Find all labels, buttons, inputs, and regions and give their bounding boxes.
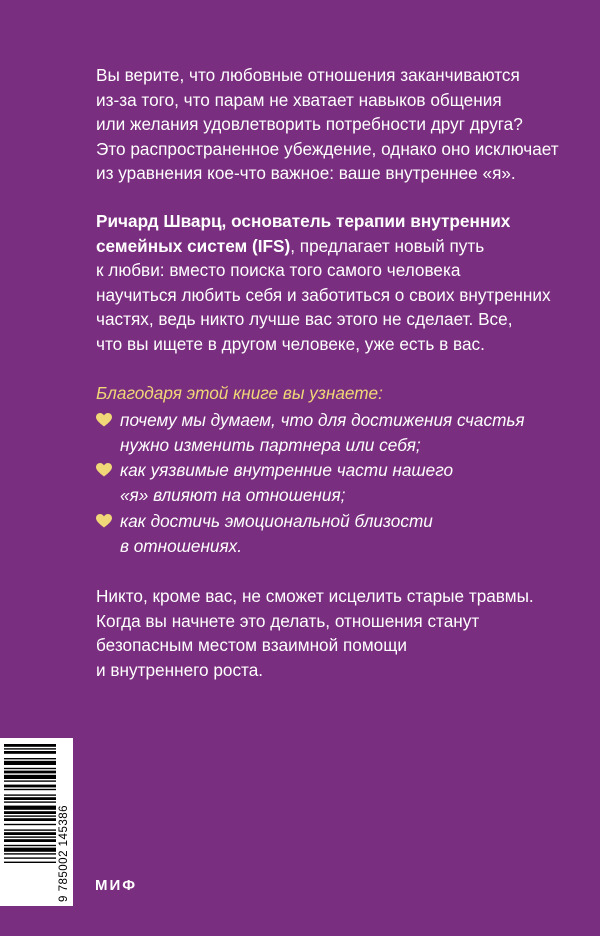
text-line: из-за того, что парам не хватает навыков общения [96, 89, 502, 110]
text-line: Вы верите, что любовные отношения заканчиваются [96, 65, 520, 85]
list-intro: Благодаря этой книге вы узнаете: [96, 383, 383, 403]
intro-paragraph [96, 63, 576, 186]
bullet-item [96, 458, 576, 507]
barcode-bar [4, 744, 56, 747]
barcode-number: 9 785002 145386 [58, 804, 70, 902]
text-line: что вы ищете в другом человеке, уже есть в вас. [96, 333, 485, 354]
bullet-item [96, 408, 576, 457]
publisher-logo: МИФ [95, 877, 138, 894]
barcode-bar [4, 775, 56, 779]
barcode-bar [4, 862, 56, 863]
text-line: к любви: вместо поиска того самого человека [96, 260, 461, 281]
text-fragment: , предлагает новый путь [290, 235, 485, 256]
barcode-bar [4, 818, 56, 821]
barcode-bar [4, 829, 56, 830]
barcode-bar [4, 785, 56, 788]
barcode-bar [4, 806, 56, 810]
bullet-text-line: почему мы думаем, что для достижения счастья [120, 410, 525, 430]
closing-paragraph [96, 584, 576, 682]
text-line: Это распространенное убеждение, однако оно исключает [96, 138, 559, 159]
barcode-bar [4, 751, 56, 754]
barcode-bar [4, 824, 56, 825]
text-line: или желания удовлетворить потребности друг друга? [96, 114, 523, 135]
barcode-bar [4, 857, 56, 858]
barcode-bar [4, 768, 56, 769]
barcode-bar [4, 839, 56, 842]
barcode-bar [4, 794, 56, 795]
text-line: научиться любить себя и заботиться о своих внутренних [96, 284, 551, 305]
bullet-text-line: нужно изменить партнера или себя; [120, 434, 421, 455]
bullet-text-line: «я» влияют на отношения; [120, 484, 346, 505]
barcode-bar [4, 758, 56, 759]
barcode-bar [4, 789, 56, 790]
barcode-bar [4, 845, 56, 846]
barcode-bar [4, 836, 56, 837]
therapy-name: семейных систем (IFS) [96, 235, 291, 256]
text-line: безопасным местом взаимной помощи [96, 635, 407, 656]
text-line [96, 234, 576, 259]
text-line: Никто, кроме вас, не сможет исцелить старые травмы. [96, 586, 534, 606]
author-name: Ричард Шварц, основатель терапии внутренних [96, 211, 511, 231]
author-paragraph [96, 209, 576, 357]
barcode-bar [4, 748, 56, 749]
barcode-bar [4, 771, 56, 774]
text-line: частях, ведь никто лучше вас этого не сделает. Все, [96, 309, 513, 330]
barcode-bar [4, 832, 56, 835]
text-line: Когда вы начнете это делать, отношения станут [96, 610, 480, 631]
barcode-bar [4, 848, 56, 852]
bullet-text-line: как уязвимые внутренние части нашего [120, 460, 454, 480]
heart-icon [96, 463, 112, 477]
barcode-bar [4, 815, 56, 816]
barcode-bar [4, 801, 56, 802]
barcode-bar [4, 853, 56, 854]
text-line: из уравнения кое-что важное: ваше внутреннее «я». [96, 163, 516, 184]
bullet-text-line: в отношениях. [120, 535, 243, 556]
heart-icon [96, 514, 112, 528]
text-line: и внутреннего роста. [96, 659, 264, 680]
barcode-bar [4, 797, 56, 800]
barcode-bar [4, 811, 56, 814]
barcode-bar [4, 761, 56, 765]
bullet-text-line: как достичь эмоциональной близости [120, 511, 433, 531]
text-line [96, 209, 576, 234]
bullet-item [96, 509, 576, 558]
heart-icon [96, 413, 112, 427]
barcode-bar [4, 780, 56, 781]
